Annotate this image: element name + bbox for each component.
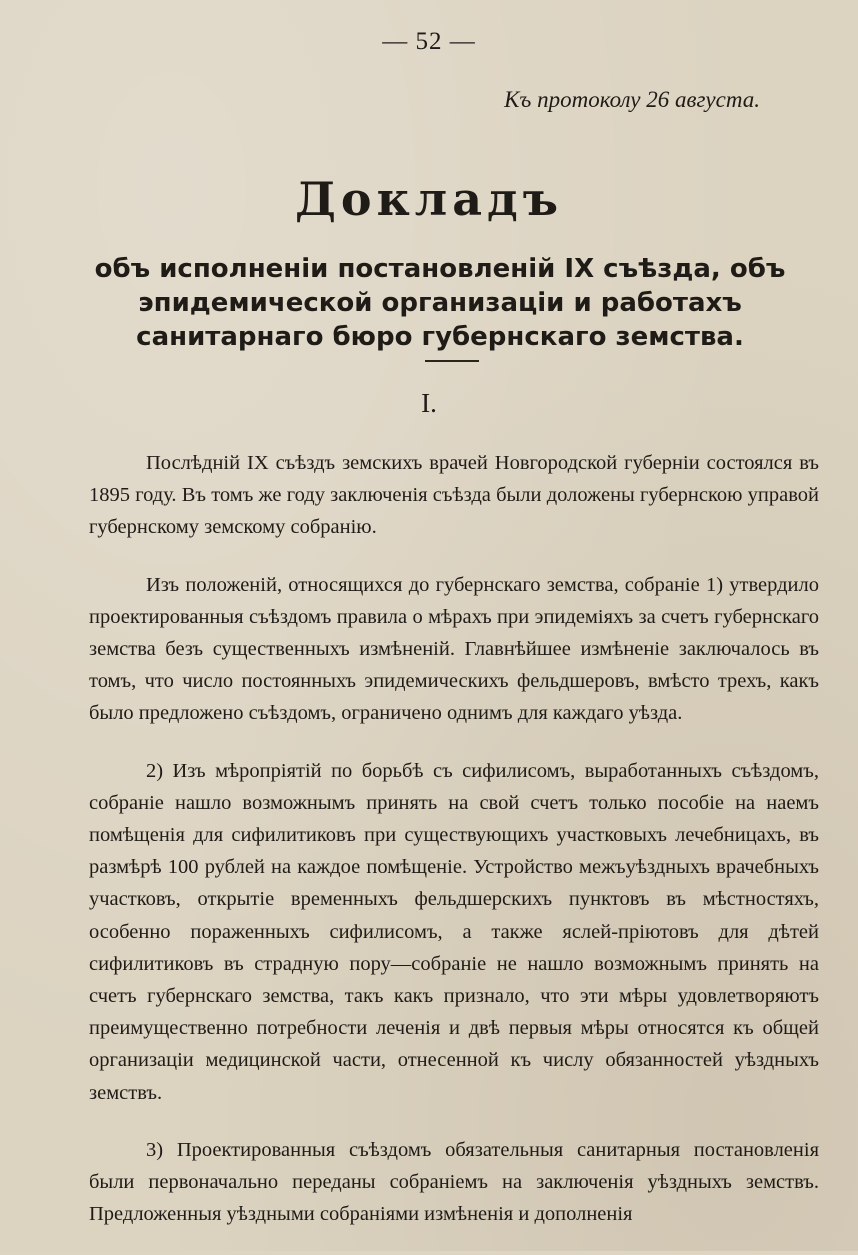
title-divider — [425, 360, 479, 362]
body-text — [89, 447, 819, 1255]
paragraph: 2) Изъ мѣропріятій по борьбѣ съ сифилисомъ, выработанныхъ съѣздомъ, собраніе нашло возможнымъ принять на свой счетъ только пособіе на наемъ помѣщенія для сифилитиковъ при существующихъ участковыхъ лечебницахъ, въ размѣрѣ 100 рублей на каждое помѣщеніе. Устройство межъуѣздныхъ врачебныхъ участковъ, открытіе временныхъ фельдшерскихъ пунктовъ въ мѣстностяхъ, особенно пораженныхъ сифилисомъ, а также яслей-пріютовъ для дѣтей сифилитиковъ въ страдную пору—собраніе не нашло возможнымъ принять на счетъ губернскаго земства, такъ какъ признало, что эти мѣры удовлетворяютъ преимущественно потребности леченія и двѣ первыя мѣры относятся къ общей организаціи медицинской части, отнесенной къ числу обязанностей уѣздныхъ земствъ. — [89, 759, 819, 1104]
paragraph: Изъ положеній, относящихся до губернскаго земства, собраніе 1) утвердило проектированныя съѣздомъ правила о мѣрахъ при эпидеміяхъ за счетъ губернскаго земства безъ существенныхъ измѣненій. Главнѣйшее измѣненіе заключалось въ томъ, что число постоянныхъ эпидемическихъ фельдшеровъ, вмѣсто трехъ, какъ было предложено съѣздомъ, ограничено однимъ для каждаго уѣзда. — [89, 573, 819, 725]
section-number: I. — [421, 388, 437, 418]
paragraph: 3) Проектированныя съѣздомъ обязательныя санитарныя постановленія были первоначально переданы собраніемъ на заключенія уѣздныхъ земствъ. Предложенныя уѣздными собраніями измѣненія и дополненія — [89, 1138, 819, 1226]
protocol-note: Къ протоколу 26 августа. — [504, 87, 760, 112]
document-subtitle: объ исполненіи постановленій IX съѣзда, объ эпидемической организаціи и работахъ санитарнаго бюро губернскаго земства. — [94, 254, 786, 352]
document-title: Докладъ — [295, 172, 563, 226]
paragraph: Послѣдній IX съѣздъ земскихъ врачей Новгородской губерніи состоялся въ 1895 году. Въ томъ же году заключенія съѣзда были доложены губернскою управой губернскому земскому собранію. — [89, 452, 819, 539]
page-number: — 52 — — [382, 28, 476, 55]
